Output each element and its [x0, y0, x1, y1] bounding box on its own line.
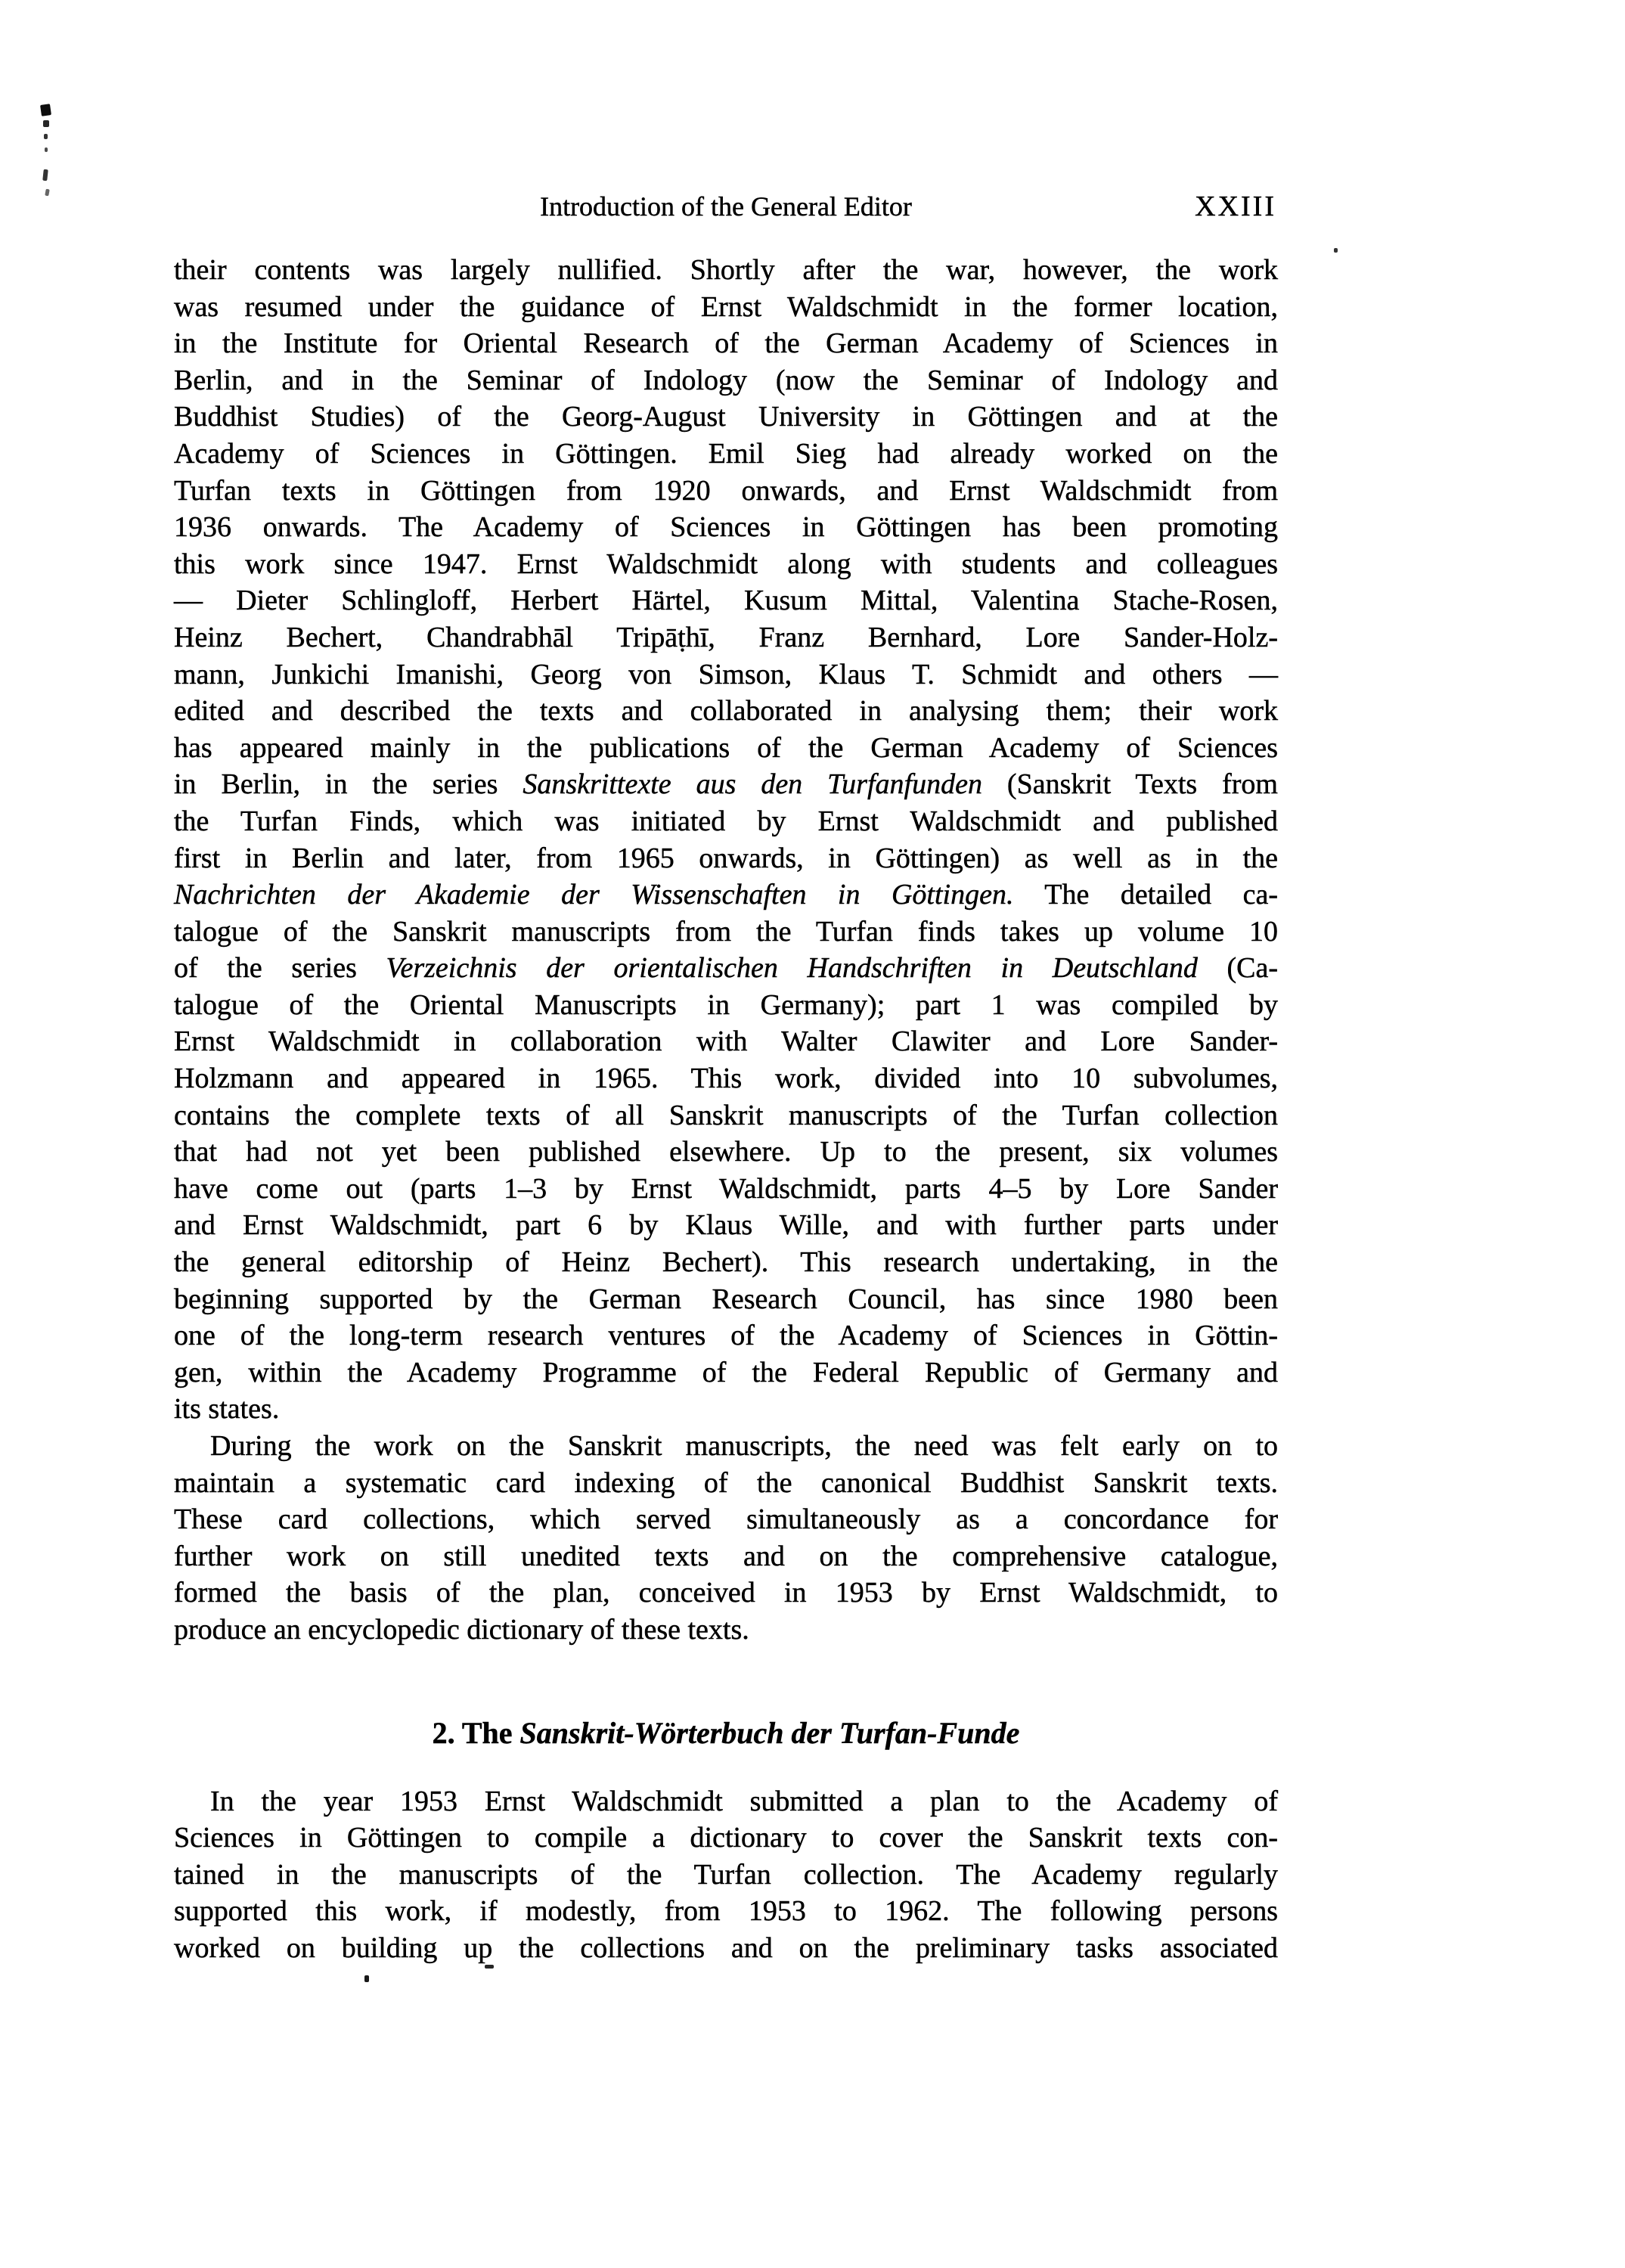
text-run: Turfan texts in Göttingen from 1920 onwards, and Ernst Waldschmidt from	[174, 474, 1278, 507]
section-heading-run: 2. The	[432, 1715, 520, 1750]
scan-speck	[45, 147, 48, 152]
text-line	[174, 1820, 1278, 1857]
text-run: the general editorship of Heinz Bechert). This research undertaking, in the	[174, 1246, 1278, 1279]
text-run: further work on still unedited texts and on the comprehensive catalogue,	[174, 1540, 1278, 1572]
scan-speck	[485, 1965, 494, 1969]
text-line	[174, 730, 1278, 767]
text-run: mann, Junkichi Imanishi, Georg von Simson, Klaus T. Schmidt and others —	[174, 658, 1278, 690]
text-line	[174, 1244, 1278, 1281]
scan-speck	[364, 1975, 369, 1982]
text-run: has appeared mainly in the publications of the German Academy of Sciences	[174, 731, 1278, 764]
text-run: its states.	[174, 1393, 280, 1426]
text-run: beginning supported by the German Research Council, has since 1980 been	[174, 1283, 1278, 1315]
text-run: this work since 1947. Ernst Waldschmidt along with students and colleagues	[174, 548, 1278, 580]
text-run: Sanskrittexte aus den Turfanfunden	[523, 768, 982, 801]
paragraph	[174, 1783, 1278, 1967]
text-run: maintain a systematic card indexing of the canonical Buddhist Sanskrit texts.	[174, 1466, 1278, 1499]
text-line	[174, 656, 1278, 693]
text-run: have come out (parts 1–3 by Ernst Waldschmidt, parts 4–5 by Lore Sander	[174, 1172, 1278, 1205]
text-run: tained in the manuscripts of the Turfan collection. The Academy regularly	[174, 1858, 1278, 1891]
text-line	[174, 876, 1278, 914]
running-head	[174, 186, 1278, 227]
text-line	[174, 803, 1278, 840]
text-run: was resumed under the guidance of Ernst Waldschmidt in the former location,	[174, 290, 1278, 323]
text-line	[174, 1207, 1278, 1244]
text-line	[174, 289, 1278, 326]
text-run: gen, within the Academy Programme of the Federal Republic of Germany and	[174, 1356, 1278, 1388]
text-run: talogue of the Oriental Manuscripts in Germany); part 1 was compiled by	[174, 988, 1278, 1021]
text-run: talogue of the Sanskrit manuscripts from the Turfan finds takes up volume 10	[174, 915, 1278, 948]
text-line	[174, 840, 1278, 877]
text-run: 1936 onwards. The Academy of Sciences in Göttingen has been promoting	[174, 511, 1278, 544]
text-run: Berlin, and in the Seminar of Indology (now the Seminar of Indology and	[174, 364, 1278, 396]
scan-speck	[44, 134, 48, 139]
page-number: XXIII	[1195, 191, 1276, 222]
text-line	[174, 325, 1278, 362]
text-line	[174, 987, 1278, 1024]
scan-speck	[43, 120, 49, 127]
text-run: The detailed ca-	[1013, 879, 1278, 911]
text-line	[174, 582, 1278, 619]
text-run: (Sanskrit Texts from	[982, 768, 1278, 801]
paragraphs-before-heading	[174, 252, 1278, 1649]
text-run: in the Institute for Oriental Research of the German Academy of Sciences in	[174, 327, 1278, 360]
text-line	[174, 436, 1278, 473]
text-line	[174, 1134, 1278, 1171]
scan-speck	[45, 189, 49, 197]
text-line	[174, 766, 1278, 803]
text-line	[174, 1930, 1278, 1967]
scan-speck	[40, 104, 51, 116]
text-run: supported this work, if modestly, from 1953 to 1962. The following persons	[174, 1895, 1278, 1928]
text-line	[174, 950, 1278, 987]
scan-speck	[1334, 248, 1338, 253]
text-run: in Berlin, in the series	[174, 768, 523, 801]
text-line	[174, 1501, 1278, 1538]
section-heading-run: Sanskrit-Wörterbuch der Turfan-Funde	[519, 1715, 1020, 1750]
text-run: and Ernst Waldschmidt, part 6 by Klaus Wille, and with further parts under	[174, 1209, 1278, 1242]
text-run: produce an encyclopedic dictionary of these texts.	[174, 1613, 749, 1646]
text-line	[174, 399, 1278, 436]
text-line	[174, 1465, 1278, 1502]
text-line	[174, 1538, 1278, 1575]
text-line	[174, 1428, 1278, 1465]
text-line	[174, 1281, 1278, 1318]
text-line	[174, 546, 1278, 583]
text-line	[174, 1354, 1278, 1392]
text-line	[174, 1060, 1278, 1097]
text-line	[174, 1317, 1278, 1354]
text-run: contains the complete texts of all Sanskrit manuscripts of the Turfan collection	[174, 1099, 1278, 1131]
section-heading	[174, 1715, 1278, 1751]
text-run: Holzmann and appeared in 1965. This work, divided into 10 subvolumes,	[174, 1063, 1278, 1095]
paragraph	[174, 252, 1278, 1428]
text-run: (Ca-	[1197, 952, 1278, 985]
paragraphs-after-heading	[174, 1783, 1278, 1967]
text-line	[174, 1575, 1278, 1612]
text-run: formed the basis of the plan, conceived in 1953 by Ernst Waldschmidt, to	[174, 1577, 1278, 1609]
text-line	[174, 1171, 1278, 1208]
text-line	[174, 1097, 1278, 1134]
text-line	[174, 1857, 1278, 1894]
text-line	[174, 473, 1278, 510]
text-run: Verzeichnis der orientalischen Handschriften in Deutschland	[386, 952, 1198, 985]
paragraph	[174, 1428, 1278, 1649]
text-line	[174, 693, 1278, 730]
text-run: During the work on the Sanskrit manuscripts, the need was felt early on to	[210, 1430, 1278, 1462]
body-text	[174, 252, 1278, 1967]
text-run: Heinz Bechert, Chandrabhāl Tripāṭhī, Franz Bernhard, Lore Sander-Holz-	[174, 621, 1278, 653]
text-line	[174, 362, 1278, 399]
text-line	[174, 509, 1278, 546]
text-line	[174, 1893, 1278, 1930]
text-run: their contents was largely nullified. Shortly after the war, however, the work	[174, 254, 1278, 286]
text-run: first in Berlin and later, from 1965 onwards, in Göttingen) as well as in the	[174, 842, 1278, 874]
text-run: edited and described the texts and collaborated in analysing them; their work	[174, 695, 1278, 728]
text-run: worked on building up the collections and on the preliminary tasks associated	[174, 1931, 1278, 1964]
text-line	[174, 914, 1278, 951]
text-run: Buddhist Studies) of the Georg-August University in Göttingen and at the	[174, 401, 1278, 433]
text-run: Academy of Sciences in Göttingen. Emil Sieg had already worked on the	[174, 437, 1278, 470]
text-run: that had not yet been published elsewhere. Up to the present, six volumes	[174, 1136, 1278, 1168]
text-run: one of the long-term research ventures of the Academy of Sciences in Göttin-	[174, 1320, 1278, 1352]
text-line	[174, 1023, 1278, 1060]
scan-speck	[42, 169, 48, 182]
text-line	[174, 252, 1278, 289]
text-line	[174, 1612, 1278, 1649]
text-run: Nachrichten der Akademie der Wissenschaften in Göttingen.	[174, 879, 1014, 911]
text-run: These card collections, which served simultaneously as a concordance for	[174, 1503, 1278, 1536]
text-line	[174, 1783, 1278, 1820]
text-run: the Turfan Finds, which was initiated by Ernst Waldschmidt and published	[174, 805, 1278, 837]
text-line	[174, 1391, 1278, 1428]
text-line	[174, 619, 1278, 656]
text-run: Ernst Waldschmidt in collaboration with Walter Clawiter and Lore Sander-	[174, 1025, 1278, 1058]
text-run: — Dieter Schlingloff, Herbert Härtel, Kusum Mittal, Valentina Stache-Rosen,	[174, 585, 1278, 617]
text-run: In the year 1953 Ernst Waldschmidt submitted a plan to the Academy of	[210, 1785, 1278, 1817]
running-head-title: Introduction of the General Editor	[540, 191, 912, 222]
text-run: Sciences in Göttingen to compile a dictionary to cover the Sanskrit texts con-	[174, 1822, 1278, 1854]
text-run: of the series	[174, 952, 386, 985]
